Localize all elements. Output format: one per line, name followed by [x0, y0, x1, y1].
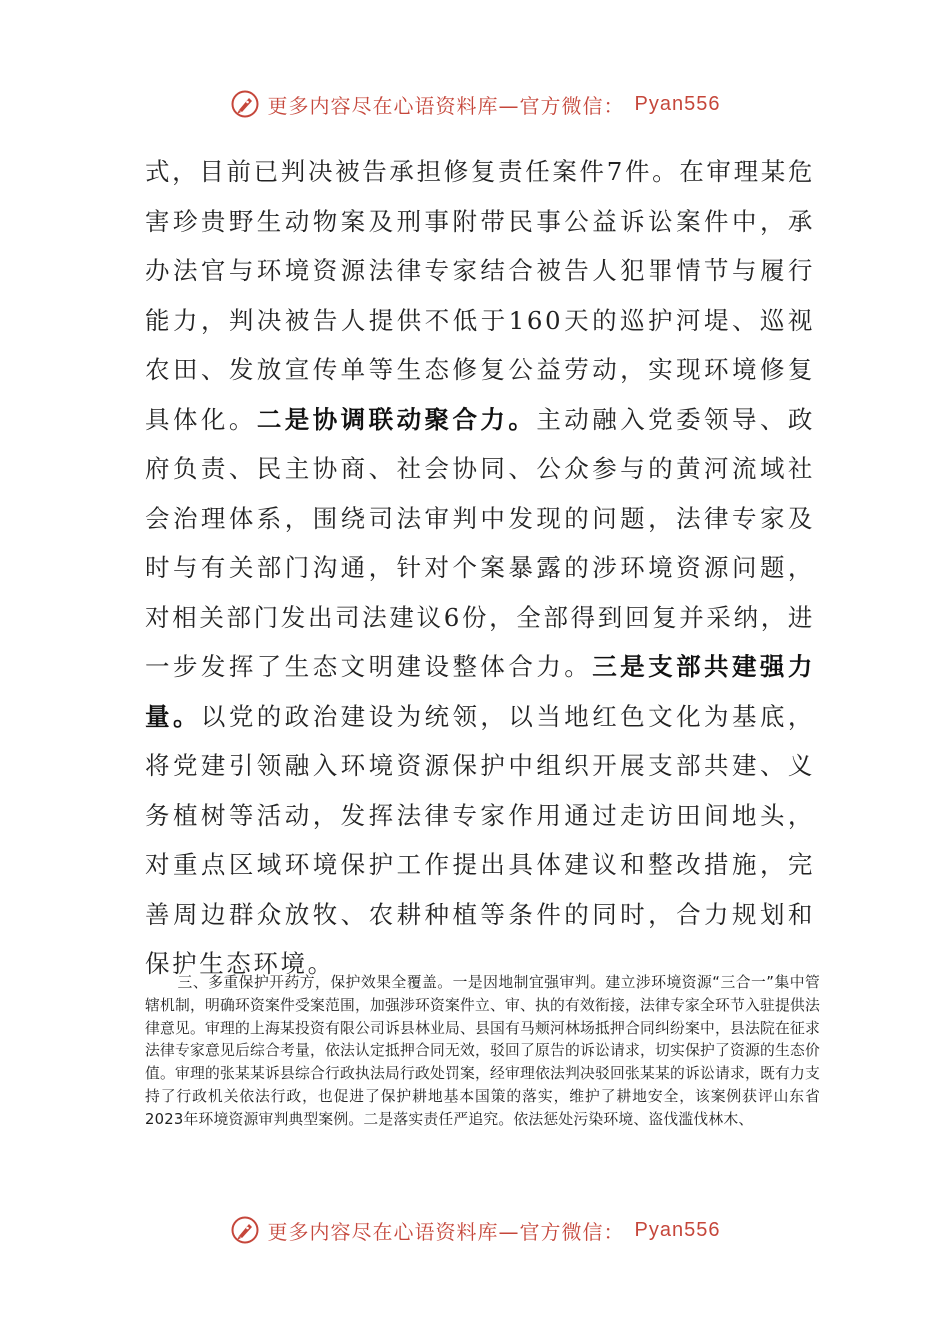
- banner-text: 更多内容尽在心语资料库—官方微信：: [267, 1219, 625, 1244]
- bold-heading-2: 二是协调联动聚合力。: [256, 404, 537, 434]
- wechat-id: Pyan556: [634, 92, 721, 115]
- footer-banner: [0, 1212, 950, 1248]
- header-banner: [0, 86, 950, 122]
- bold-heading-3: 三是支部共建强力量。: [145, 652, 815, 731]
- body-segment-1: 式，目前已判决被告承担修复责任案件7件。在审理某危害珍贵野生动物案及刑事附带民事公益诉讼案件中，承办法官与环境资源法律专家结合被告人犯罪情节与履行能力，判决被告人提供不低于160天的巡护河堤、巡视农田、发放宣传单等生态修复公益劳动，实现环境修复具体化。: [145, 157, 815, 434]
- banner-text: 更多内容尽在心语资料库—官方微信：: [267, 93, 625, 118]
- pen-nib-logo-icon: [230, 89, 260, 119]
- wechat-id: Pyan556: [634, 1218, 721, 1241]
- pen-nib-logo-icon: [230, 1215, 260, 1245]
- body-text: [145, 147, 815, 989]
- body-segment-2: 主动融入党委领导、政府负责、民主协商、社会协同、公众参与的黄河流域社会治理体系，围绕司法审判中发现的问题，法律专家及时与有关部门沟通，针对个案暴露的涉环境资源问题，对相关部门发出司法建议6份，全部得到回复并采纳，进一步发挥了生态文明建设整体合力。: [145, 404, 816, 681]
- body-segment-3: 以党的政治建设为统领，以当地红色文化为基底，将党建引领融入环境资源保护中组织开展支部共建、义务植树等活动，发挥法律专家作用通过走访田间地头，对重点区域环境保护工作提出具体建议和整改措施，完善周边群众放牧、农耕种植等条件的同时，合力规划和保护生态环境。: [145, 701, 815, 978]
- section-three-paragraph: 三、多重保护开药方，保护效果全覆盖。一是因地制宜强审判。建立涉环境资源“三合一”集中管辖机制，明确环资案件受案范围，加强涉环资案件立、审、执的有效衔接，法律专家全环节入驻提供法律意见。审理的上海某投资有限公司诉县林业局、县国有马颊河林场抵押合同纠纷案中，县法院在征求法律专家意见后综合考量，依法认定抵押合同无效，驳回了原告的诉讼请求，切实保护了资源的生态价值。审理的张某某诉县综合行政执法局行政处罚案，经审理依法判决驳回张某某的诉讼请求，既有力支持了行政机关依法行政，也促进了保护耕地基本国策的落实，维护了耕地安全，该案例获评山东省2023年环境资源审判典型案例。二是落实责任严追究。依法惩处污染环境、盗伐滥伐林木、: [145, 974, 820, 1128]
- body-paragraph: [145, 147, 815, 989]
